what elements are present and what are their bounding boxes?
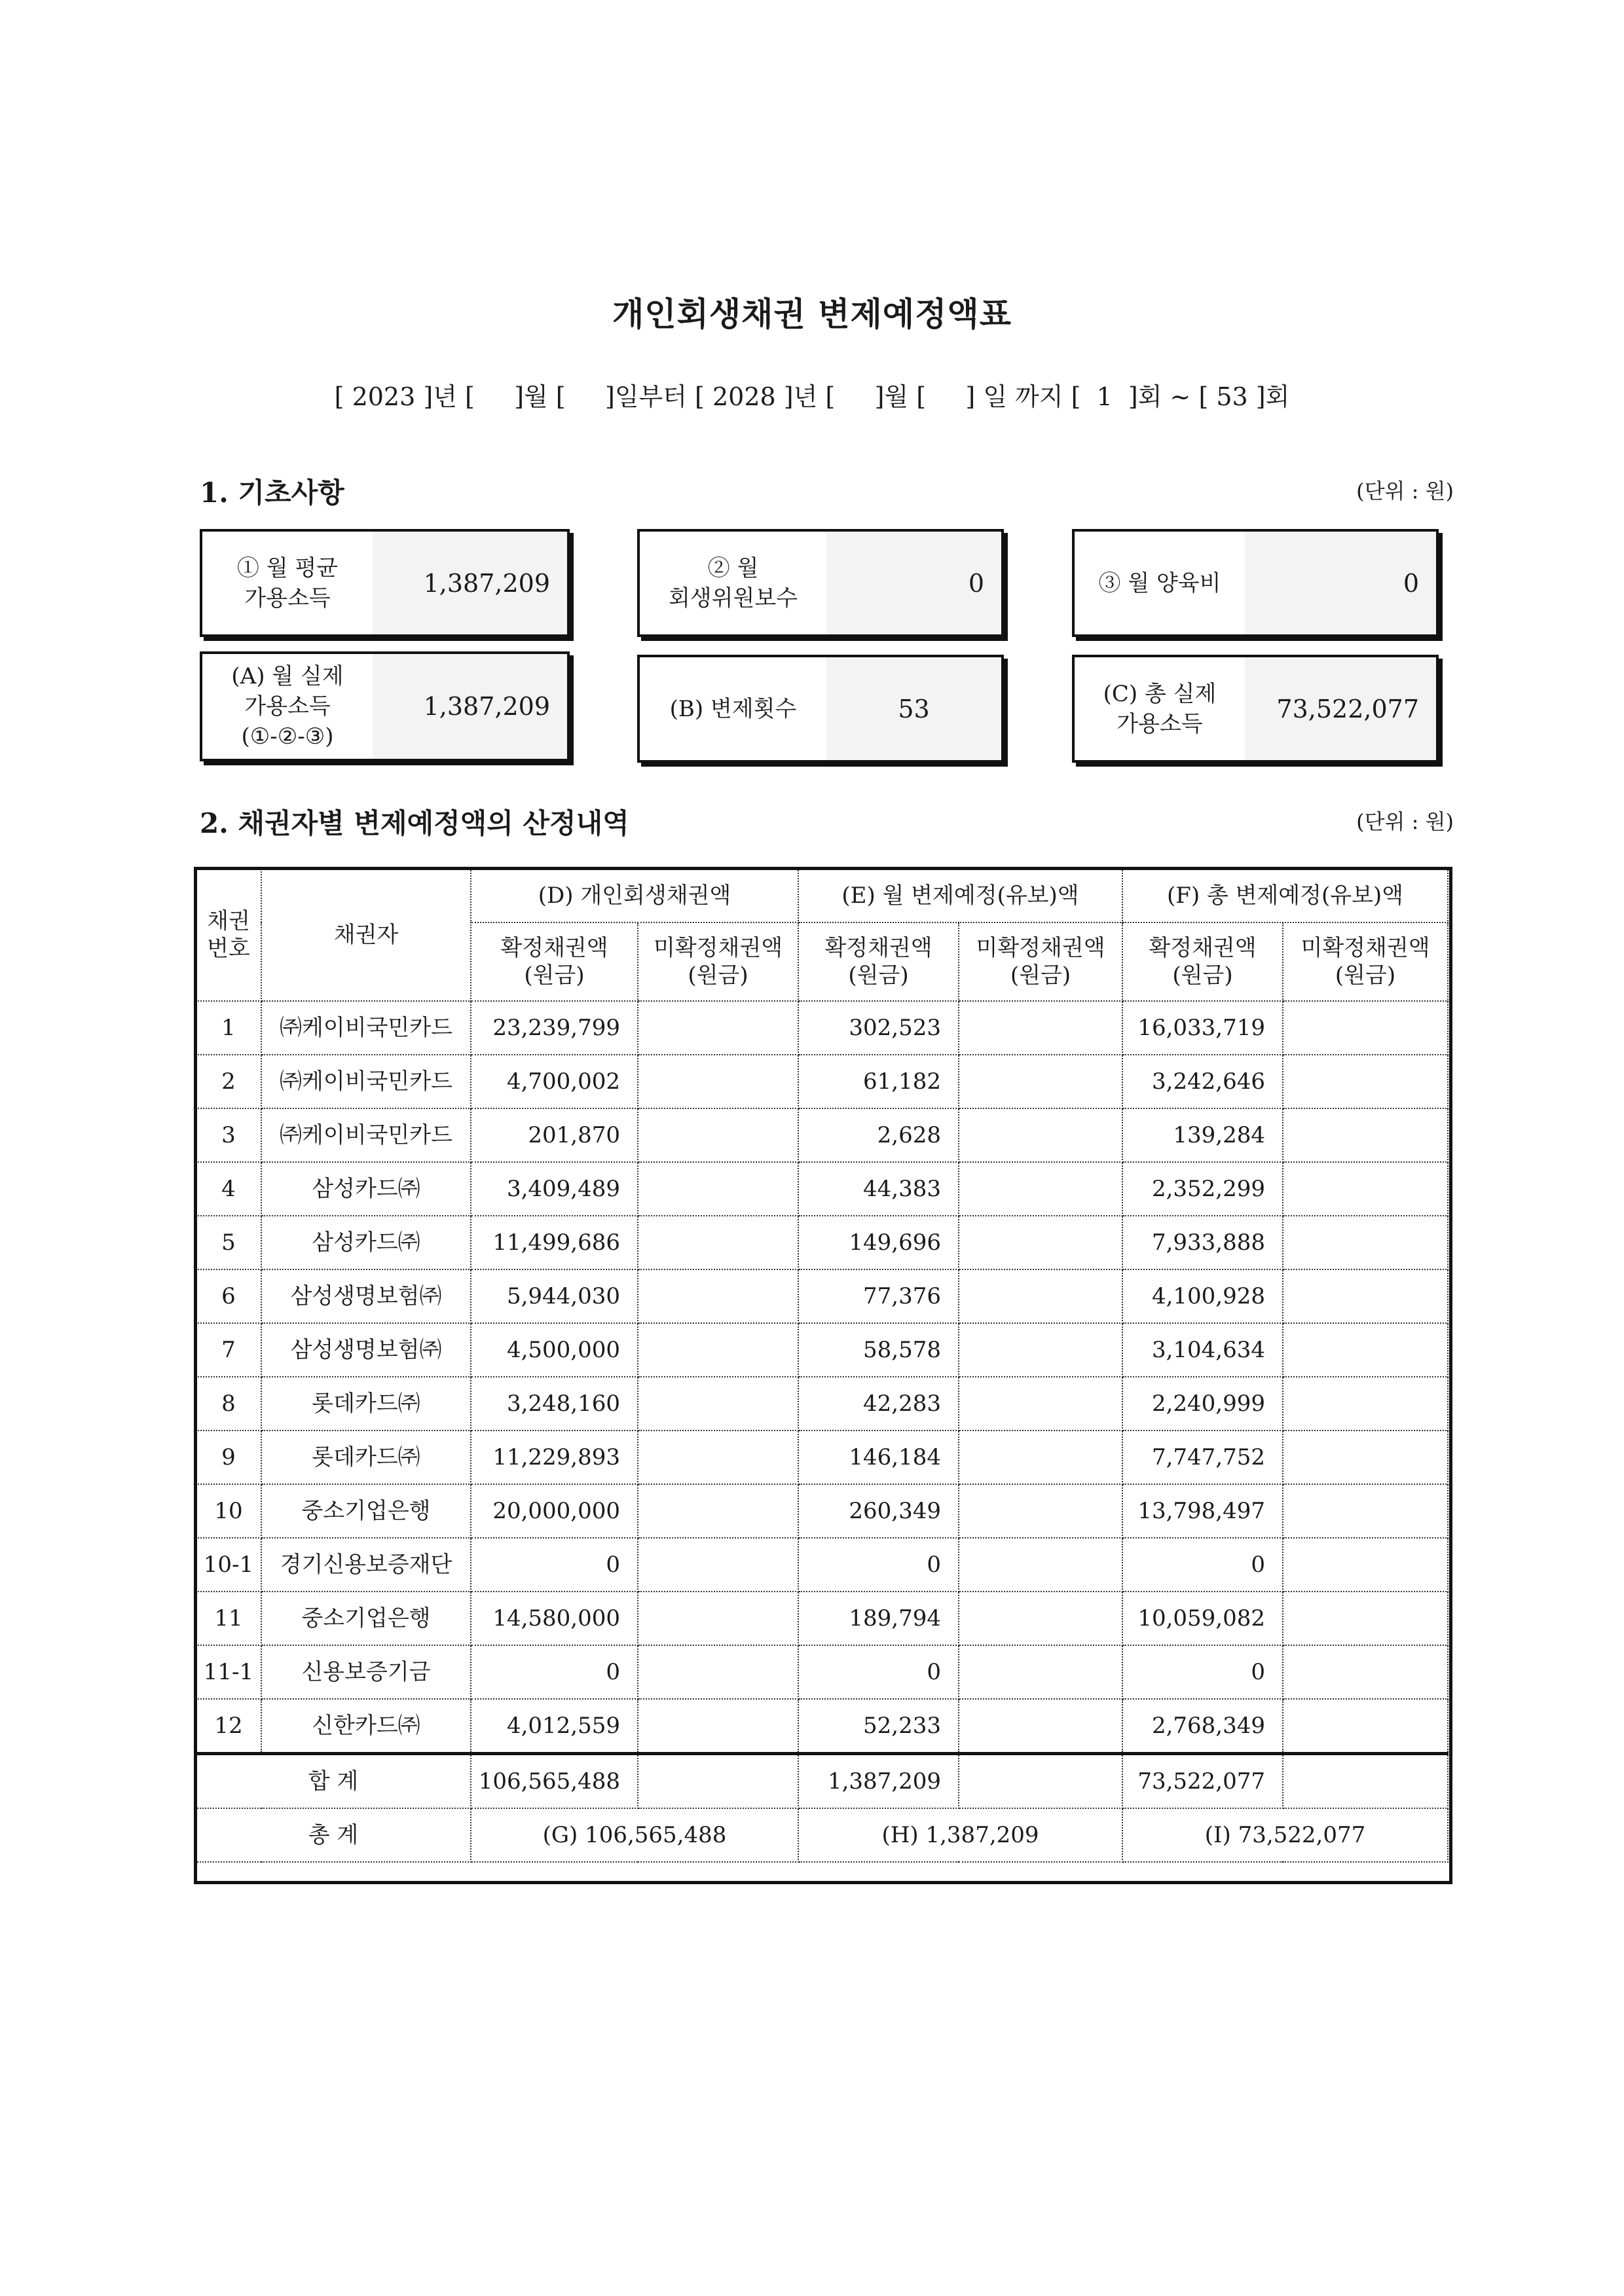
header-e-unconfirmed: 미확정채권액 (원금) [959, 922, 1122, 1001]
row-f-confirmed: 0 [1122, 1645, 1283, 1699]
total-label: 총 계 [196, 1808, 471, 1862]
total-g: (G) 106,565,488 [471, 1808, 798, 1862]
header-no: 채권 번호 [196, 869, 261, 1001]
row-no: 2 [196, 1055, 261, 1108]
payment-count-label: (B) 변제횟수 [669, 695, 797, 722]
row-f-confirmed: 7,747,752 [1122, 1430, 1283, 1484]
row-d-unconfirmed [638, 1001, 798, 1055]
row-e-unconfirmed [959, 1699, 1122, 1754]
row-f-unconfirmed [1283, 1377, 1448, 1430]
row-e-unconfirmed [959, 1645, 1122, 1699]
row-e-confirmed: 61,182 [798, 1055, 959, 1108]
row-no: 6 [196, 1269, 261, 1323]
row-e-unconfirmed [959, 1055, 1122, 1108]
table-row [196, 1162, 1448, 1216]
row-d-confirmed: 11,229,893 [471, 1430, 638, 1484]
row-d-unconfirmed [638, 1108, 798, 1162]
row-no: 11-1 [196, 1645, 261, 1699]
row-f-unconfirmed [1283, 1538, 1448, 1592]
table-row [196, 1699, 1448, 1754]
row-d-unconfirmed [638, 1162, 798, 1216]
row-no: 7 [196, 1323, 261, 1377]
subtotal-f: 73,522,077 [1122, 1754, 1283, 1809]
row-d-unconfirmed [638, 1055, 798, 1108]
row-creditor: 삼성카드㈜ [261, 1162, 471, 1216]
row-creditor: 롯데카드㈜ [261, 1430, 471, 1484]
real-income-label: (A) 월 실제 가용소득 (①-②-③) [231, 663, 344, 750]
table-row [196, 1323, 1448, 1377]
table-row [196, 1645, 1448, 1699]
subtotal-d-unconfirmed [638, 1754, 798, 1809]
repayment-table [195, 868, 1449, 1863]
row-creditor: ㈜케이비국민카드 [261, 1001, 471, 1055]
row-no: 1 [196, 1001, 261, 1055]
row-e-unconfirmed [959, 1538, 1122, 1592]
row-e-unconfirmed [959, 1216, 1122, 1269]
row-e-confirmed: 2,628 [798, 1108, 959, 1162]
row-d-unconfirmed [638, 1377, 798, 1430]
row-f-confirmed: 10,059,082 [1122, 1592, 1283, 1645]
header-f-confirmed: 확정채권액 (원금) [1122, 922, 1283, 1001]
row-f-confirmed: 3,242,646 [1122, 1055, 1283, 1108]
row-d-unconfirmed [638, 1645, 798, 1699]
row-f-unconfirmed [1283, 1430, 1448, 1484]
row-e-unconfirmed [959, 1377, 1122, 1430]
monthly-income-label: ① 월 평균 가용소득 [236, 555, 339, 611]
table-row [196, 1484, 1448, 1538]
real-income-value: 1,387,209 [373, 654, 567, 759]
header-d-confirmed: 확정채권액 (원금) [471, 922, 638, 1001]
table-row [196, 1592, 1448, 1645]
row-creditor: 중소기업은행 [261, 1484, 471, 1538]
row-no: 3 [196, 1108, 261, 1162]
row-e-confirmed: 52,233 [798, 1699, 959, 1754]
row-f-unconfirmed [1283, 1645, 1448, 1699]
row-d-unconfirmed [638, 1592, 798, 1645]
row-e-unconfirmed [959, 1269, 1122, 1323]
section1-title: 1. 기초사항 [200, 477, 344, 509]
child-support-label: ③ 월 양육비 [1098, 570, 1221, 596]
row-d-confirmed: 20,000,000 [471, 1484, 638, 1538]
table-row [196, 1430, 1448, 1484]
row-e-unconfirmed [959, 1430, 1122, 1484]
row-creditor: 삼성생명보험㈜ [261, 1269, 471, 1323]
row-f-confirmed: 0 [1122, 1538, 1283, 1592]
section2-unit: (단위 : 원) [1356, 809, 1454, 834]
row-creditor: 중소기업은행 [261, 1592, 471, 1645]
row-f-unconfirmed [1283, 1055, 1448, 1108]
subtotal-e: 1,387,209 [798, 1754, 959, 1809]
row-e-unconfirmed [959, 1001, 1122, 1055]
row-d-confirmed: 201,870 [471, 1108, 638, 1162]
total-income-label: (C) 총 실제 가용소득 [1103, 680, 1217, 737]
row-e-confirmed: 44,383 [798, 1162, 959, 1216]
row-f-unconfirmed [1283, 1269, 1448, 1323]
row-d-confirmed: 11,499,686 [471, 1216, 638, 1269]
total-h: (H) 1,387,209 [798, 1808, 1122, 1862]
real-income-box [200, 651, 570, 761]
row-f-unconfirmed [1283, 1162, 1448, 1216]
row-no: 8 [196, 1377, 261, 1430]
table-row [196, 1108, 1448, 1162]
row-e-unconfirmed [959, 1484, 1122, 1538]
row-f-confirmed: 2,240,999 [1122, 1377, 1283, 1430]
row-f-unconfirmed [1283, 1001, 1448, 1055]
row-f-unconfirmed [1283, 1592, 1448, 1645]
table-row [196, 1216, 1448, 1269]
row-e-confirmed: 0 [798, 1645, 959, 1699]
child-support-value: 0 [1245, 532, 1436, 634]
section2-title: 2. 채권자별 변제예정액의 산정내역 [200, 807, 629, 839]
row-f-confirmed: 16,033,719 [1122, 1001, 1283, 1055]
row-no: 11 [196, 1592, 261, 1645]
header-group-e: (E) 월 변제예정(유보)액 [798, 869, 1122, 922]
header-group-d: (D) 개인회생채권액 [471, 869, 798, 922]
child-support-box [1072, 529, 1439, 637]
total-income-box [1072, 655, 1439, 763]
row-f-unconfirmed [1283, 1484, 1448, 1538]
row-d-confirmed: 23,239,799 [471, 1001, 638, 1055]
trustee-fee-value: 0 [826, 532, 1001, 634]
total-i: (I) 73,522,077 [1122, 1808, 1448, 1862]
row-d-confirmed: 4,012,559 [471, 1699, 638, 1754]
row-e-confirmed: 149,696 [798, 1216, 959, 1269]
trustee-fee-label: ② 월 회생위원보수 [668, 555, 798, 611]
subtotal-label: 합 계 [196, 1754, 471, 1809]
table-row [196, 1377, 1448, 1430]
row-e-confirmed: 77,376 [798, 1269, 959, 1323]
document-title: 개인회생채권 변제예정액표 [612, 295, 1012, 333]
row-creditor: 삼성카드㈜ [261, 1216, 471, 1269]
row-creditor: ㈜케이비국민카드 [261, 1055, 471, 1108]
row-d-unconfirmed [638, 1216, 798, 1269]
row-f-confirmed: 3,104,634 [1122, 1323, 1283, 1377]
row-no: 12 [196, 1699, 261, 1754]
row-e-unconfirmed [959, 1108, 1122, 1162]
row-d-confirmed: 3,248,160 [471, 1377, 638, 1430]
row-d-confirmed: 14,580,000 [471, 1592, 638, 1645]
row-e-confirmed: 260,349 [798, 1484, 959, 1538]
table-row [196, 1269, 1448, 1323]
section1-unit: (단위 : 원) [1356, 479, 1454, 503]
row-e-confirmed: 58,578 [798, 1323, 959, 1377]
row-creditor: 경기신용보증재단 [261, 1538, 471, 1592]
header-f-unconfirmed: 미확정채권액 (원금) [1283, 922, 1448, 1001]
row-no: 10-1 [196, 1538, 261, 1592]
row-creditor: 신한카드㈜ [261, 1699, 471, 1754]
row-d-confirmed: 3,409,489 [471, 1162, 638, 1216]
payment-count-box [637, 655, 1004, 763]
row-e-confirmed: 42,283 [798, 1377, 959, 1430]
row-creditor: ㈜케이비국민카드 [261, 1108, 471, 1162]
row-d-unconfirmed [638, 1430, 798, 1484]
row-f-unconfirmed [1283, 1323, 1448, 1377]
payment-count-value: 53 [826, 657, 1001, 760]
row-d-unconfirmed [638, 1269, 798, 1323]
row-f-confirmed: 7,933,888 [1122, 1216, 1283, 1269]
row-creditor: 롯데카드㈜ [261, 1377, 471, 1430]
row-e-unconfirmed [959, 1323, 1122, 1377]
row-f-unconfirmed [1283, 1108, 1448, 1162]
row-f-confirmed: 13,798,497 [1122, 1484, 1283, 1538]
row-d-unconfirmed [638, 1699, 798, 1754]
row-no: 5 [196, 1216, 261, 1269]
row-d-confirmed: 4,500,000 [471, 1323, 638, 1377]
row-no: 10 [196, 1484, 261, 1538]
monthly-income-value: 1,387,209 [373, 532, 567, 634]
header-e-confirmed: 확정채권액 (원금) [798, 922, 959, 1001]
row-d-confirmed: 0 [471, 1538, 638, 1592]
header-group-f: (F) 총 변제예정(유보)액 [1122, 869, 1448, 922]
total-income-value: 73,522,077 [1245, 657, 1436, 760]
subtotal-e-unconfirmed [959, 1754, 1122, 1809]
row-d-confirmed: 5,944,030 [471, 1269, 638, 1323]
table-row [196, 1055, 1448, 1108]
row-creditor: 신용보증기금 [261, 1645, 471, 1699]
row-e-unconfirmed [959, 1592, 1122, 1645]
table-row [196, 1001, 1448, 1055]
row-e-confirmed: 146,184 [798, 1430, 959, 1484]
row-e-confirmed: 0 [798, 1538, 959, 1592]
table-row [196, 1538, 1448, 1592]
row-e-unconfirmed [959, 1162, 1122, 1216]
row-f-unconfirmed [1283, 1216, 1448, 1269]
row-d-unconfirmed [638, 1538, 798, 1592]
row-f-confirmed: 139,284 [1122, 1108, 1283, 1162]
row-d-unconfirmed [638, 1484, 798, 1538]
row-no: 9 [196, 1430, 261, 1484]
row-e-confirmed: 302,523 [798, 1001, 959, 1055]
repayment-period: [ 2023 ]년 [ ]월 [ ]일부터 [ 2028 ]년 [ ]월 [ ] 일 까지 [ 1 ]회 ~ [ 53 ]회 [334, 382, 1290, 411]
row-f-confirmed: 4,100,928 [1122, 1269, 1283, 1323]
row-no: 4 [196, 1162, 261, 1216]
row-e-confirmed: 189,794 [798, 1592, 959, 1645]
row-f-unconfirmed [1283, 1699, 1448, 1754]
subtotal-d: 106,565,488 [471, 1754, 638, 1809]
header-d-unconfirmed: 미확정채권액 (원금) [638, 922, 798, 1001]
trustee-fee-box [637, 529, 1004, 637]
row-d-unconfirmed [638, 1323, 798, 1377]
row-f-confirmed: 2,352,299 [1122, 1162, 1283, 1216]
header-creditor: 채권자 [261, 869, 471, 1001]
monthly-income-box [200, 529, 570, 637]
row-creditor: 삼성생명보험㈜ [261, 1323, 471, 1377]
row-f-confirmed: 2,768,349 [1122, 1699, 1283, 1754]
row-d-confirmed: 0 [471, 1645, 638, 1699]
row-d-confirmed: 4,700,002 [471, 1055, 638, 1108]
subtotal-f-unconfirmed [1283, 1754, 1448, 1809]
